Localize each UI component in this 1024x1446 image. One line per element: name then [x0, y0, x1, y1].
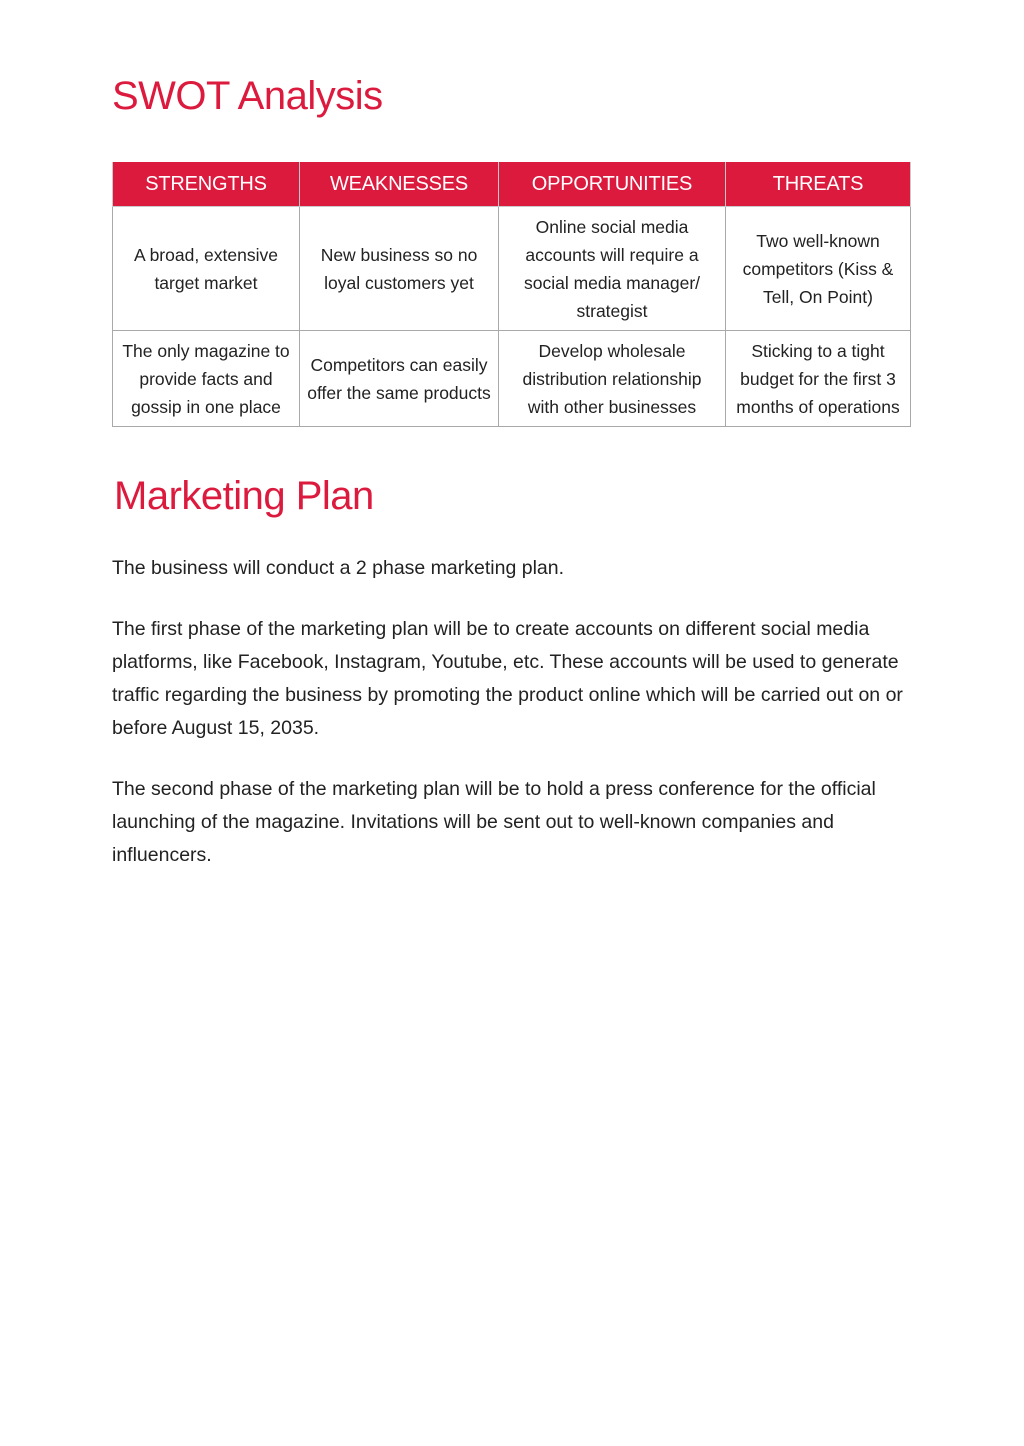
threat-cell: Two well-known competitors (Kiss & Tell, On Point): [726, 207, 911, 331]
threat-cell: Sticking to a tight budget for the first 3 months of operations: [726, 331, 911, 427]
swot-table: [112, 162, 911, 427]
opportunity-cell: Develop wholesale distribution relationship with other businesses: [499, 331, 726, 427]
weakness-cell: Competitors can easily offer the same products: [300, 331, 499, 427]
swot-analysis-heading: SWOT Analysis: [112, 74, 383, 118]
strength-cell: A broad, extensive target market: [113, 207, 300, 331]
strength-cell: The only magazine to provide facts and gossip in one place: [113, 331, 300, 427]
marketing-paragraph-phase-two: The second phase of the marketing plan will be to hold a press conference for the official launching of the magazine. Invitations will be sent out to well-known companies and influencers.: [112, 778, 876, 866]
table-row: [113, 331, 911, 427]
header-opportunities: OPPORTUNITIES: [499, 162, 726, 207]
header-strengths: STRENGTHS: [113, 162, 300, 207]
marketing-paragraph-phase-one: The first phase of the marketing plan will be to create accounts on different social media platforms, like Facebook, Instagram, Youtube, etc. These accounts will be used to generate traffic regarding the business by promoting the product online which will be carried out on or before August 15, 2035.: [112, 618, 903, 739]
marketing-plan-heading: Marketing Plan: [114, 474, 374, 518]
table-row: [113, 207, 911, 331]
swot-header-row: [113, 162, 911, 207]
weakness-cell: New business so no loyal customers yet: [300, 207, 499, 331]
opportunity-cell: Online social media accounts will require a social media manager/ strategist: [499, 207, 726, 331]
header-weaknesses: WEAKNESSES: [300, 162, 499, 207]
header-threats: THREATS: [726, 162, 911, 207]
marketing-paragraph-intro: The business will conduct a 2 phase marketing plan.: [112, 557, 565, 579]
